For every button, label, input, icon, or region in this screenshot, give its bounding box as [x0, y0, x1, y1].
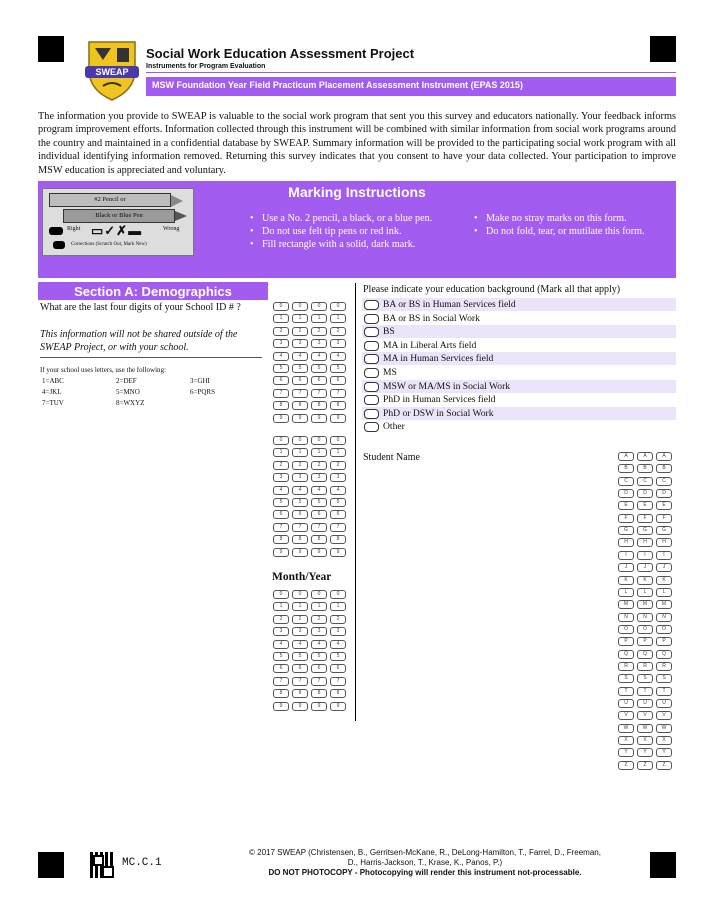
- school-id-bubble[interactable]: 0: [311, 302, 327, 311]
- pen-label: Black or Blue Pen: [63, 209, 175, 223]
- student-name-bubble[interactable]: R: [656, 662, 672, 671]
- student-name-bubble[interactable]: H: [618, 538, 634, 547]
- student-name-bubble[interactable]: H: [656, 538, 672, 547]
- student-name-bubble[interactable]: O: [637, 625, 653, 634]
- date-bubble[interactable]: 2: [273, 461, 289, 470]
- date-bubble[interactable]: 2: [330, 461, 346, 470]
- education-option-bubble[interactable]: [364, 409, 379, 419]
- student-name-bubble[interactable]: L: [637, 588, 653, 597]
- date-bubble[interactable]: 9: [292, 548, 308, 557]
- education-option-label: MA in Human Services field: [383, 353, 494, 365]
- student-name-bubble[interactable]: X: [637, 736, 653, 745]
- student-name-bubble[interactable]: W: [637, 724, 653, 733]
- education-option-bubble[interactable]: [364, 395, 379, 405]
- date-bubble[interactable]: 7: [292, 523, 308, 532]
- date-bubble[interactable]: 5: [292, 498, 308, 507]
- student-name-bubble[interactable]: W: [656, 724, 672, 733]
- date-bubble[interactable]: 1: [311, 448, 327, 457]
- month-year-bubble[interactable]: 4: [330, 640, 346, 649]
- student-name-bubble[interactable]: Q: [637, 650, 653, 659]
- school-id-bubble[interactable]: 4: [330, 352, 346, 361]
- student-name-bubble[interactable]: M: [637, 600, 653, 609]
- school-id-bubble[interactable]: 5: [273, 364, 289, 373]
- school-id-bubble[interactable]: 6: [330, 376, 346, 385]
- student-name-bubble[interactable]: D: [637, 489, 653, 498]
- education-option-row[interactable]: [362, 380, 676, 393]
- student-name-bubble[interactable]: G: [656, 526, 672, 535]
- bullet-item: • Do not use felt tip pens or red ink.: [250, 226, 402, 237]
- student-name-bubble[interactable]: P: [618, 637, 634, 646]
- student-name-bubble[interactable]: S: [618, 674, 634, 683]
- intro-paragraph: The information you provide to SWEAP is valuable to the social work program that sent you this survey and educators nationally. Your feedback informs program improvement efforts. Information collected through this instrument will be combined with similar information from social work programs around the country and maintained in a confidential database by SWEAP. Summary information will be provided to the participating social work program with all individual identifying information removed. Returning this survey indicates that you consent to have your data collected. Your participation to improve MSW education is appreciated and voluntary.: [38, 111, 676, 176]
- student-name-bubble[interactable]: O: [656, 625, 672, 634]
- date-bubble[interactable]: 3: [330, 473, 346, 482]
- marking-bullets-right: [474, 212, 674, 238]
- letter-code: 2=DEF: [116, 377, 137, 385]
- footer-text: [200, 848, 650, 878]
- student-name-bubble[interactable]: Y: [656, 748, 672, 757]
- education-option-row[interactable]: [362, 339, 676, 352]
- student-name-bubble[interactable]: D: [656, 489, 672, 498]
- month-year-bubble[interactable]: 3: [292, 627, 308, 636]
- education-option-row[interactable]: [362, 325, 676, 338]
- date-bubble[interactable]: 5: [311, 498, 327, 507]
- student-name-bubble[interactable]: F: [618, 514, 634, 523]
- school-id-bubble[interactable]: 3: [330, 339, 346, 348]
- school-id-bubble[interactable]: 3: [292, 339, 308, 348]
- student-name-bubble[interactable]: V: [656, 711, 672, 720]
- school-id-bubble[interactable]: 4: [273, 352, 289, 361]
- student-name-bubble[interactable]: A: [656, 452, 672, 461]
- marking-bullets-left: [250, 212, 440, 251]
- school-id-bubble[interactable]: 1: [330, 314, 346, 323]
- student-name-bubble[interactable]: A: [637, 452, 653, 461]
- month-year-bubble[interactable]: 5: [273, 652, 289, 661]
- form-code: MC.C.1: [122, 857, 162, 869]
- letter-code: 6=PQRS: [190, 388, 215, 396]
- student-name-bubble[interactable]: K: [618, 576, 634, 585]
- date-bubble[interactable]: 0: [330, 436, 346, 445]
- month-year-bubble[interactable]: 7: [330, 677, 346, 686]
- month-year-bubble[interactable]: 0: [273, 590, 289, 599]
- student-name-bubble[interactable]: I: [637, 551, 653, 560]
- education-option-label: BA or BS in Human Services field: [383, 299, 516, 310]
- student-name-bubble[interactable]: C: [656, 477, 672, 486]
- school-id-bubble[interactable]: 1: [292, 314, 308, 323]
- education-option-row[interactable]: [362, 407, 676, 420]
- school-id-bubble[interactable]: 4: [292, 352, 308, 361]
- education-option-row[interactable]: [362, 298, 676, 311]
- date-bubble[interactable]: 1: [273, 448, 289, 457]
- date-bubble[interactable]: 7: [311, 523, 327, 532]
- student-name-bubble[interactable]: E: [656, 501, 672, 510]
- student-name-bubble[interactable]: E: [618, 501, 634, 510]
- education-option-bubble[interactable]: [364, 341, 379, 351]
- student-name-bubble[interactable]: B: [618, 464, 634, 473]
- date-bubble[interactable]: 6: [330, 510, 346, 519]
- month-year-bubble[interactable]: 4: [273, 640, 289, 649]
- month-year-bubble[interactable]: 8: [292, 689, 308, 698]
- student-name-bubble[interactable]: X: [618, 736, 634, 745]
- month-year-bubble[interactable]: 8: [273, 689, 289, 698]
- header-subtitle: Instruments for Program Evaluation: [146, 63, 266, 70]
- student-name-bubble[interactable]: U: [637, 699, 653, 708]
- date-bubble[interactable]: 6: [292, 510, 308, 519]
- date-bubble[interactable]: 5: [273, 498, 289, 507]
- registration-mark-bottom-left: [38, 852, 64, 878]
- student-name-bubble[interactable]: G: [637, 526, 653, 535]
- student-name-bubble[interactable]: Z: [618, 761, 634, 770]
- letter-code: 4=JKL: [42, 388, 62, 396]
- education-option-label: MA in Liberal Arts field: [383, 339, 477, 351]
- qr-code: [90, 852, 114, 878]
- school-id-bubble[interactable]: 0: [330, 302, 346, 311]
- student-name-bubble[interactable]: R: [618, 662, 634, 671]
- education-option-label: MS: [383, 367, 397, 378]
- month-year-bubble[interactable]: 6: [292, 664, 308, 673]
- education-option-label: PhD or DSW in Social Work: [383, 407, 494, 419]
- date-bubble[interactable]: 4: [311, 486, 327, 495]
- education-option-label: MSW or MA/MS in Social Work: [383, 380, 511, 392]
- right-mark-example: [49, 227, 63, 235]
- date-bubble[interactable]: 0: [311, 436, 327, 445]
- student-name-bubble[interactable]: Y: [637, 748, 653, 757]
- student-name-bubble[interactable]: Q: [618, 650, 634, 659]
- bullet-item: • Fill rectangle with a solid, dark mark.: [250, 239, 416, 250]
- education-option-bubble[interactable]: [364, 422, 379, 432]
- section-a-title: Section A: Demographics: [74, 284, 232, 299]
- education-option-bubble[interactable]: [364, 327, 379, 337]
- student-name-bubble[interactable]: F: [637, 514, 653, 523]
- section-a-divider: [40, 357, 262, 358]
- student-name-bubble[interactable]: L: [656, 588, 672, 597]
- marking-instructions-title: Marking Instructions: [288, 184, 426, 200]
- wrong-marks-icon: ▭✓✗▬: [91, 223, 143, 238]
- student-name-bubble[interactable]: T: [618, 687, 634, 696]
- school-id-bubble[interactable]: 5: [292, 364, 308, 373]
- student-name-bubble[interactable]: R: [637, 662, 653, 671]
- student-name-bubble[interactable]: T: [656, 687, 672, 696]
- student-name-bubble[interactable]: I: [618, 551, 634, 560]
- right-label: Right: [67, 226, 81, 232]
- sweap-logo: [83, 40, 141, 102]
- instrument-title-bar: [146, 77, 676, 96]
- month-year-bubble[interactable]: 5: [292, 652, 308, 661]
- month-year-bubble[interactable]: 9: [292, 702, 308, 711]
- month-year-bubble[interactable]: 9: [311, 702, 327, 711]
- education-option-bubble[interactable]: [364, 382, 379, 392]
- student-name-bubble[interactable]: J: [637, 563, 653, 572]
- letter-code: 3=GHI: [190, 377, 210, 385]
- date-bubble[interactable]: 4: [330, 486, 346, 495]
- school-id-bubble[interactable]: 1: [273, 314, 289, 323]
- registration-mark-top-right: [650, 36, 676, 62]
- student-name-bubble[interactable]: J: [656, 563, 672, 572]
- month-year-bubble[interactable]: 5: [311, 652, 327, 661]
- month-year-bubble[interactable]: 9: [330, 702, 346, 711]
- month-year-bubble[interactable]: 1: [330, 602, 346, 611]
- school-id-bubble[interactable]: 0: [273, 302, 289, 311]
- school-id-bubble[interactable]: 2: [330, 327, 346, 336]
- student-name-bubble[interactable]: P: [656, 637, 672, 646]
- month-year-bubble[interactable]: 2: [273, 615, 289, 624]
- date-bubble[interactable]: 9: [330, 548, 346, 557]
- copyright-line-2: D., Harris-Jackson, T., Krase, K., Panos, P.): [347, 858, 503, 867]
- school-id-bubble[interactable]: 4: [311, 352, 327, 361]
- date-bubble[interactable]: 3: [292, 473, 308, 482]
- header-title: Social Work Education Assessment Project: [146, 46, 415, 61]
- student-name-bubble[interactable]: N: [618, 613, 634, 622]
- letter-code: 1=ABC: [42, 377, 64, 385]
- school-id-bubble[interactable]: 8: [330, 401, 346, 410]
- student-name-bubble[interactable]: P: [637, 637, 653, 646]
- month-year-bubble[interactable]: 2: [330, 615, 346, 624]
- privacy-note: This information will not be shared outside of the SWEAP Project, or with your school.: [40, 329, 238, 353]
- bullet-item: • Make no stray marks on this form.: [474, 213, 627, 224]
- bullet-item: • Do not fold, tear, or mutilate this form.: [474, 226, 645, 237]
- month-year-bubble[interactable]: 3: [330, 627, 346, 636]
- student-name-bubble[interactable]: K: [656, 576, 672, 585]
- student-name-bubble[interactable]: U: [618, 699, 634, 708]
- month-year-bubble[interactable]: 1: [311, 602, 327, 611]
- student-name-bubble[interactable]: M: [618, 600, 634, 609]
- school-id-bubble[interactable]: 3: [273, 339, 289, 348]
- month-year-bubble[interactable]: 5: [330, 652, 346, 661]
- month-year-label: Month/Year: [272, 571, 332, 583]
- letter-code: 8=WXYZ: [116, 399, 145, 407]
- instrument-title: MSW Foundation Year Field Practicum Placement Assessment Instrument (EPAS 2015): [152, 80, 523, 90]
- month-year-bubble[interactable]: 6: [273, 664, 289, 673]
- student-name-bubble[interactable]: H: [637, 538, 653, 547]
- corrections-label: Corrections (Scratch Out, Mark New): [71, 242, 147, 247]
- month-year-bubble[interactable]: 6: [330, 664, 346, 673]
- pencil-label: #2 Pencil or: [49, 193, 171, 207]
- header-divider: [146, 72, 676, 73]
- student-name-bubble[interactable]: N: [637, 613, 653, 622]
- school-id-bubble[interactable]: 2: [311, 327, 327, 336]
- pen-tip-icon: [175, 211, 187, 221]
- school-id-bubble[interactable]: 0: [292, 302, 308, 311]
- month-year-bubble[interactable]: 2: [292, 615, 308, 624]
- student-name-bubble[interactable]: J: [618, 563, 634, 572]
- date-bubble[interactable]: 7: [330, 523, 346, 532]
- student-name-bubble[interactable]: I: [656, 551, 672, 560]
- date-bubble[interactable]: 8: [273, 535, 289, 544]
- education-option-bubble[interactable]: [364, 368, 379, 378]
- student-name-bubble[interactable]: Y: [618, 748, 634, 757]
- education-option-label: BA or BS in Social Work: [383, 312, 480, 324]
- school-id-bubble[interactable]: 5: [311, 364, 327, 373]
- date-bubble[interactable]: 3: [273, 473, 289, 482]
- education-option-row[interactable]: [362, 352, 676, 365]
- month-year-bubble[interactable]: 7: [311, 677, 327, 686]
- month-year-bubble[interactable]: 1: [292, 602, 308, 611]
- student-name-bubble[interactable]: G: [618, 526, 634, 535]
- student-name-bubble[interactable]: B: [637, 464, 653, 473]
- copyright-line-1: © 2017 SWEAP (Christensen, B., Gerritsen-McKane, R., DeLong-Hamilton, T., Farrel, D., Freeman,: [249, 848, 601, 857]
- student-name-bubble[interactable]: S: [656, 674, 672, 683]
- education-option-row[interactable]: [362, 366, 676, 379]
- school-id-bubble[interactable]: 8: [311, 401, 327, 410]
- date-bubble[interactable]: 6: [311, 510, 327, 519]
- student-name-bubble[interactable]: C: [618, 477, 634, 486]
- registration-mark-bottom-right: [650, 852, 676, 878]
- student-name-bubble[interactable]: Z: [656, 761, 672, 770]
- student-name-bubble[interactable]: U: [656, 699, 672, 708]
- student-name-bubble[interactable]: C: [637, 477, 653, 486]
- marking-example-panel: [42, 188, 194, 256]
- section-a-header: [38, 282, 268, 300]
- student-name-bubble[interactable]: W: [618, 724, 634, 733]
- school-id-bubble[interactable]: 8: [292, 401, 308, 410]
- school-id-bubble[interactable]: 5: [330, 364, 346, 373]
- student-name-bubble[interactable]: S: [637, 674, 653, 683]
- pencil-tip-icon: [171, 195, 183, 207]
- date-bubble[interactable]: 5: [330, 498, 346, 507]
- date-bubble[interactable]: 4: [273, 486, 289, 495]
- month-year-bubble[interactable]: 9: [273, 702, 289, 711]
- date-bubble[interactable]: 2: [311, 461, 327, 470]
- date-bubble[interactable]: 0: [273, 436, 289, 445]
- month-year-bubble[interactable]: 0: [292, 590, 308, 599]
- date-bubble[interactable]: 7: [273, 523, 289, 532]
- student-name-bubble[interactable]: X: [656, 736, 672, 745]
- month-year-bubble[interactable]: 4: [311, 640, 327, 649]
- correction-mark-example: [53, 241, 65, 249]
- letter-code: 7=TUV: [42, 399, 64, 407]
- bullet-item: • Use a No. 2 pencil, a black, or a blue pen.: [250, 213, 433, 224]
- marking-instructions-box: [38, 181, 676, 278]
- letter-code: 5=MNO: [116, 388, 140, 396]
- month-year-bubble[interactable]: 8: [311, 689, 327, 698]
- student-name-bubble[interactable]: V: [637, 711, 653, 720]
- student-name-bubble[interactable]: M: [656, 600, 672, 609]
- date-bubble[interactable]: 3: [311, 473, 327, 482]
- school-id-bubble[interactable]: 7: [311, 389, 327, 398]
- column-divider: [355, 283, 356, 721]
- school-id-bubble[interactable]: 2: [292, 327, 308, 336]
- education-option-bubble[interactable]: [364, 314, 379, 324]
- student-name-label: Student Name: [363, 452, 420, 463]
- month-year-bubble[interactable]: 6: [311, 664, 327, 673]
- school-id-bubble[interactable]: 9: [330, 414, 346, 423]
- student-name-bubble[interactable]: L: [618, 588, 634, 597]
- school-id-bubble[interactable]: 8: [273, 401, 289, 410]
- letters-intro: If your school uses letters, use the following:: [40, 366, 166, 374]
- school-id-bubble[interactable]: 7: [292, 389, 308, 398]
- school-id-bubble[interactable]: 7: [273, 389, 289, 398]
- month-year-bubble[interactable]: 3: [311, 627, 327, 636]
- education-option-row[interactable]: [362, 420, 676, 433]
- school-id-bubble[interactable]: 6: [292, 376, 308, 385]
- month-year-bubble[interactable]: 2: [311, 615, 327, 624]
- student-name-bubble[interactable]: T: [637, 687, 653, 696]
- education-option-bubble[interactable]: [364, 300, 379, 310]
- education-option-bubble[interactable]: [364, 354, 379, 364]
- student-name-bubble[interactable]: B: [656, 464, 672, 473]
- logo-text: SWEAP: [95, 67, 129, 77]
- student-name-bubble[interactable]: Z: [637, 761, 653, 770]
- education-prompt: Please indicate your education background (Mark all that apply): [363, 284, 621, 295]
- school-id-bubble[interactable]: 6: [311, 376, 327, 385]
- date-bubble[interactable]: 6: [273, 510, 289, 519]
- month-year-bubble[interactable]: 4: [292, 640, 308, 649]
- school-id-bubble[interactable]: 2: [273, 327, 289, 336]
- student-name-bubble[interactable]: E: [637, 501, 653, 510]
- date-bubble[interactable]: 8: [311, 535, 327, 544]
- education-option-label: PhD in Human Services field: [383, 394, 496, 406]
- school-id-question: What are the last four digits of your School ID # ?: [40, 302, 241, 313]
- student-name-bubble[interactable]: F: [656, 514, 672, 523]
- date-bubble[interactable]: 0: [292, 436, 308, 445]
- education-option-label: BS: [383, 326, 395, 338]
- student-name-bubble[interactable]: D: [618, 489, 634, 498]
- school-id-bubble[interactable]: 9: [311, 414, 327, 423]
- registration-mark-top-left: [38, 36, 64, 62]
- student-name-bubble[interactable]: K: [637, 576, 653, 585]
- school-id-bubble[interactable]: 1: [311, 314, 327, 323]
- school-id-bubble[interactable]: 9: [273, 414, 289, 423]
- date-bubble[interactable]: 2: [292, 461, 308, 470]
- school-id-bubble[interactable]: 7: [330, 389, 346, 398]
- date-bubble[interactable]: 9: [311, 548, 327, 557]
- date-bubble[interactable]: 8: [292, 535, 308, 544]
- student-name-bubble[interactable]: V: [618, 711, 634, 720]
- month-year-bubble[interactable]: 0: [311, 590, 327, 599]
- month-year-bubble[interactable]: 0: [330, 590, 346, 599]
- photocopy-warning: DO NOT PHOTOCOPY - Photocopying will render this instrument not-processable.: [268, 868, 582, 877]
- date-bubble[interactable]: 9: [273, 548, 289, 557]
- student-name-bubble[interactable]: Q: [656, 650, 672, 659]
- month-year-bubble[interactable]: 3: [273, 627, 289, 636]
- date-bubble[interactable]: 8: [330, 535, 346, 544]
- school-id-bubble[interactable]: 9: [292, 414, 308, 423]
- wrong-label: Wrong: [163, 226, 180, 232]
- student-name-bubble[interactable]: N: [656, 613, 672, 622]
- education-option-label: Other: [383, 421, 405, 433]
- student-name-bubble[interactable]: O: [618, 625, 634, 634]
- school-id-bubble[interactable]: 6: [273, 376, 289, 385]
- education-option-row[interactable]: [362, 312, 676, 325]
- date-bubble[interactable]: 1: [330, 448, 346, 457]
- month-year-bubble[interactable]: 1: [273, 602, 289, 611]
- date-bubble[interactable]: 4: [292, 486, 308, 495]
- letter-code-grid: [42, 377, 262, 407]
- school-id-bubble[interactable]: 3: [311, 339, 327, 348]
- student-name-bubble[interactable]: A: [618, 452, 634, 461]
- date-bubble[interactable]: 1: [292, 448, 308, 457]
- month-year-bubble[interactable]: 7: [273, 677, 289, 686]
- education-option-row[interactable]: [362, 393, 676, 406]
- month-year-bubble[interactable]: 8: [330, 689, 346, 698]
- month-year-bubble[interactable]: 7: [292, 677, 308, 686]
